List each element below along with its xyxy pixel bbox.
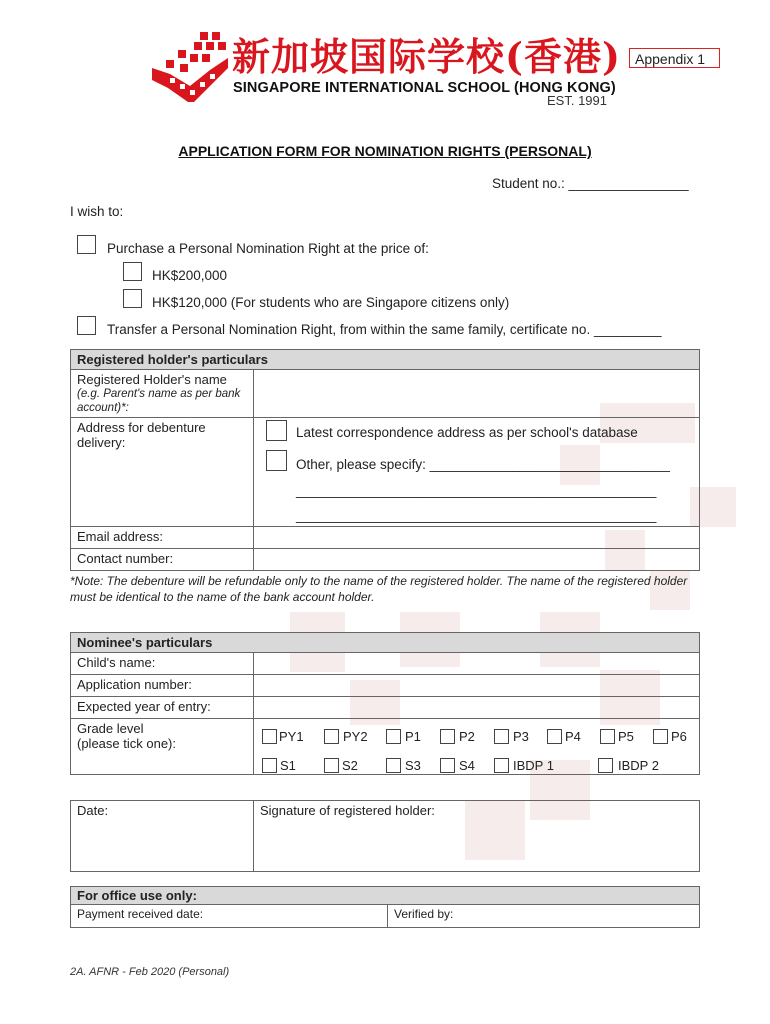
grade-checkbox[interactable]: [386, 758, 401, 773]
transfer-checkbox[interactable]: [77, 316, 96, 335]
contact-input[interactable]: [254, 549, 700, 571]
payment-date-field[interactable]: [71, 905, 388, 928]
address-school-checkbox[interactable]: [266, 420, 287, 441]
grade-label-ibdp2: IBDP 2: [618, 758, 659, 773]
grade-checkbox[interactable]: [324, 729, 339, 744]
application-number-input[interactable]: [254, 675, 700, 697]
established-year: EST. 1991: [547, 93, 607, 108]
form-title: APPLICATION FORM FOR NOMINATION RIGHTS (PERSONAL): [178, 143, 592, 159]
office-table: [70, 886, 700, 928]
office-heading: For office use only:: [71, 887, 700, 905]
grade-label-p5: P5: [618, 729, 634, 744]
school-chinese-name: 新加坡国际学校(香港): [232, 34, 621, 79]
grade-checkbox[interactable]: [386, 729, 401, 744]
nominee-heading: Nominee's particulars: [71, 633, 700, 653]
price-200000-checkbox[interactable]: [123, 262, 142, 281]
price-120000-checkbox[interactable]: [123, 289, 142, 308]
email-input[interactable]: [254, 527, 700, 549]
date-field[interactable]: [71, 801, 254, 872]
address-other-checkbox[interactable]: [266, 450, 287, 471]
holder-name-hint: (e.g. Parent's name as per bank account)*:: [77, 388, 241, 414]
grade-checkbox[interactable]: [262, 758, 277, 773]
grade-label-p4: P4: [565, 729, 581, 744]
price-200000-label: HK$200,000: [152, 268, 228, 283]
address-school-label: Latest correspondence address as per school's database: [296, 425, 638, 440]
application-number-label: Application number:: [71, 675, 254, 697]
intro-text: I wish to:: [70, 204, 124, 219]
address-other-label[interactable]: Other, please specify: ________________________________: [296, 457, 670, 472]
child-name-label: Child's name:: [71, 653, 254, 675]
nominee-table: [70, 632, 700, 775]
student-number-field[interactable]: Student no.: ________________: [492, 176, 689, 191]
holder-name-label-cell: [71, 370, 254, 418]
child-name-input[interactable]: [254, 653, 700, 675]
date-label: Date:: [77, 803, 109, 818]
year-of-entry-label: Expected year of entry:: [71, 697, 254, 719]
purchase-option-label: Purchase a Personal Nomination Right at the price of:: [107, 241, 429, 256]
grade-checkbox[interactable]: [262, 729, 277, 744]
appendix-label: Appendix 1: [629, 48, 720, 68]
grade-label-s4: S4: [459, 758, 475, 773]
grade-label-py2: PY2: [343, 729, 368, 744]
grade-label-p2: P2: [459, 729, 475, 744]
school-logo: [150, 28, 230, 108]
grade-label-s3: S3: [405, 758, 421, 773]
grade-checkbox[interactable]: [598, 758, 613, 773]
grade-label-cell: [71, 719, 254, 775]
grade-checkbox[interactable]: [547, 729, 562, 744]
grade-label-p6: P6: [671, 729, 687, 744]
grade-label: Grade level: [77, 721, 144, 736]
holder-heading: Registered holder's particulars: [71, 350, 700, 370]
email-label: Email address:: [71, 527, 254, 549]
signature-table: [70, 800, 700, 872]
purchase-checkbox[interactable]: [77, 235, 96, 254]
grade-checkbox[interactable]: [324, 758, 339, 773]
grade-label-s1: S1: [280, 758, 296, 773]
holder-name-input[interactable]: [254, 370, 700, 418]
address-other-line-2[interactable]: ________________________________________________: [296, 483, 657, 498]
grade-label-p1: P1: [405, 729, 421, 744]
grade-checkbox[interactable]: [440, 758, 455, 773]
price-120000-label: HK$120,000 (For students who are Singapore citizens only): [152, 295, 510, 310]
verified-by-label: Verified by:: [394, 907, 454, 921]
grade-checkbox[interactable]: [653, 729, 668, 744]
signature-label: Signature of registered holder:: [260, 803, 435, 818]
address-label: Address for debenture delivery:: [71, 418, 254, 527]
signature-field[interactable]: [254, 801, 700, 872]
grade-hint: (please tick one):: [77, 736, 176, 751]
contact-label: Contact number:: [71, 549, 254, 571]
holder-name-label: Registered Holder's name: [77, 372, 227, 387]
grade-label-ibdp1: IBDP 1: [513, 758, 554, 773]
verified-by-field[interactable]: [388, 905, 700, 928]
school-english-name: SINGAPORE INTERNATIONAL SCHOOL (HONG KONG): [233, 80, 616, 96]
grade-checkbox[interactable]: [600, 729, 615, 744]
address-other-line-3[interactable]: ________________________________________________: [296, 508, 657, 523]
grade-label-s2: S2: [342, 758, 358, 773]
grade-label-p3: P3: [513, 729, 529, 744]
grade-label-py1: PY1: [279, 729, 304, 744]
debenture-note: *Note: The debenture will be refundable only to the name of the registered holder. The name of the registered holder must be identical to the name of the bank account holder.: [70, 574, 688, 604]
grade-checkbox[interactable]: [440, 729, 455, 744]
transfer-option-label: Transfer a Personal Nomination Right, from within the same family, certificate no. _________: [107, 322, 662, 337]
year-of-entry-input[interactable]: [254, 697, 700, 719]
form-code: 2A. AFNR - Feb 2020 (Personal): [70, 966, 230, 978]
grade-checkbox[interactable]: [494, 758, 509, 773]
payment-date-label: Payment received date:: [77, 907, 204, 921]
grade-checkbox[interactable]: [494, 729, 509, 744]
